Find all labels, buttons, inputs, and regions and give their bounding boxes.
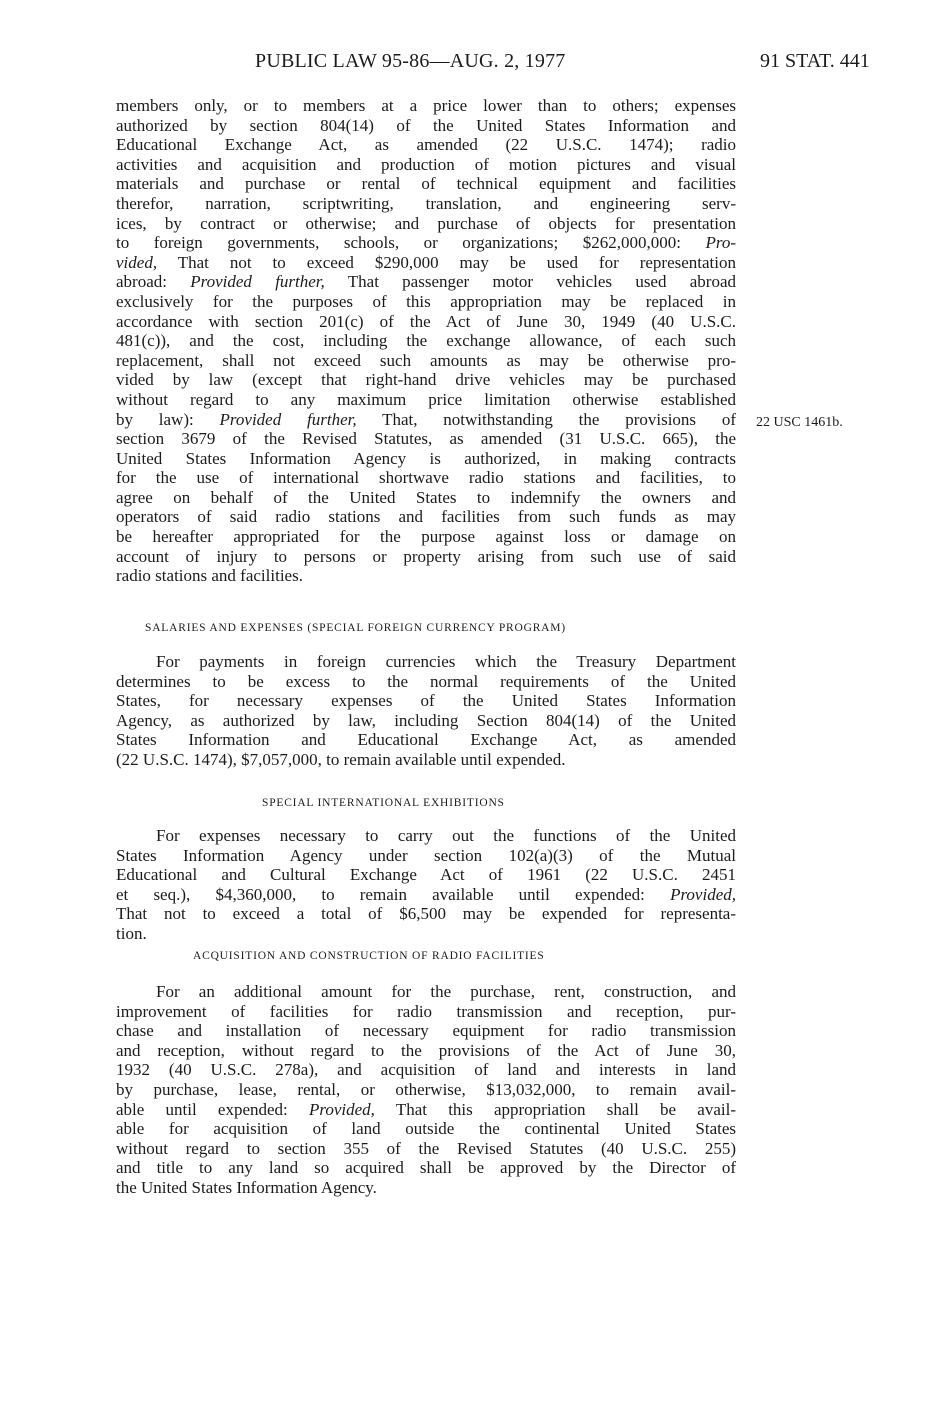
text-line: without regard to any maximum price limitation otherwise established xyxy=(116,389,736,409)
italic-run: Provided further, xyxy=(190,272,325,292)
section-heading-radio-facilities: ACQUISITION AND CONSTRUCTION OF RADIO FACILITIES xyxy=(193,950,545,962)
text-line: section 3679 of the Revised Statutes, as amended (31 U.S.C. 665), the xyxy=(116,429,736,449)
text-line: For an additional amount for the purchase, rent, construction, and xyxy=(156,982,736,1001)
paragraph-foreign-currency xyxy=(116,652,736,770)
text-run: et seq.), $4,360,000, to remain available until expended: xyxy=(116,884,645,904)
text-line: agree on behalf of the United States to indemnify the owners and xyxy=(116,487,736,507)
text-run: by law): xyxy=(116,409,194,429)
text-line: For expenses necessary to carry out the functions of the United xyxy=(156,826,736,845)
text-line: That not to exceed a total of $6,500 may be expended for representa- xyxy=(116,904,736,924)
page-header-title: PUBLIC LAW 95-86—AUG. 2, 1977 xyxy=(255,50,566,72)
text-line: (22 U.S.C. 1474), $7,057,000, to remain available until expended. xyxy=(116,749,566,769)
text-line: therefor, narration, scriptwriting, translation, and engineering serv- xyxy=(116,193,736,213)
text-line: For payments in foreign currencies which the Treasury Department xyxy=(156,652,736,671)
text-line: without regard to section 355 of the Revised Statutes (40 U.S.C. 255) xyxy=(116,1138,736,1158)
text-line: replacement, shall not exceed such amounts as may be otherwise pro- xyxy=(116,350,736,370)
text-line: chase and installation of necessary equipment for radio transmission xyxy=(116,1021,736,1041)
text-run: to foreign governments, schools, or organizations; $262,000,000: xyxy=(116,233,681,253)
text-line: vided by law (except that right-hand drive vehicles may be purchased xyxy=(116,370,736,390)
text-line: States, for necessary expenses of the United States Information xyxy=(116,691,736,711)
text-line xyxy=(116,410,736,430)
text-run: able until expended: xyxy=(116,1099,288,1119)
text-line: Educational and Cultural Exchange Act of 1961 (22 U.S.C. 2451 xyxy=(116,865,736,885)
text-run: That, notwithstanding the provisions of xyxy=(382,409,736,429)
italic-run: Pro- xyxy=(705,233,736,253)
text-run: That this appropriation shall be avail- xyxy=(395,1099,736,1119)
text-line xyxy=(116,253,736,273)
text-line: 481(c)), and the cost, including the exchange allowance, of each such xyxy=(116,331,736,351)
text-line: improvement of facilities for radio transmission and reception, pur- xyxy=(116,1001,736,1021)
text-line xyxy=(116,272,736,292)
paragraph-continuation xyxy=(116,96,736,586)
section-heading-exhibitions: SPECIAL INTERNATIONAL EXHIBITIONS xyxy=(262,797,505,809)
italic-run: vided, xyxy=(116,252,158,272)
text-line: determines to be excess to the normal requirements of the United xyxy=(116,671,736,691)
text-line: States Information Agency under section 102(a)(3) of the Mutual xyxy=(116,845,736,865)
text-run: abroad: xyxy=(116,272,167,292)
text-line: States Information and Educational Exchange Act, as amended xyxy=(116,730,736,750)
text-line: exclusively for the purposes of this appropriation may be replaced in xyxy=(116,291,736,311)
text-line xyxy=(116,233,736,253)
text-line: and title to any land so acquired shall be approved by the Director of xyxy=(116,1158,736,1178)
text-line: operators of said radio stations and facilities from such funds as may xyxy=(116,507,736,527)
text-line: authorized by section 804(14) of the United States Information and xyxy=(116,115,736,135)
text-line: for the use of international shortwave radio stations and facilities, to xyxy=(116,468,736,488)
text-line: be hereafter appropriated for the purpose against loss or damage on xyxy=(116,527,736,547)
italic-run: Provided, xyxy=(670,884,736,904)
text-line xyxy=(116,1100,736,1120)
text-line: account of injury to persons or property arising from such use of said xyxy=(116,546,736,566)
paragraph-radio-facilities xyxy=(116,982,736,1198)
text-line: members only, or to members at a price lower than to others; expenses xyxy=(116,96,736,115)
paragraph-exhibitions xyxy=(116,826,736,944)
text-line: accordance with section 201(c) of the Act of June 30, 1949 (40 U.S.C. xyxy=(116,311,736,331)
text-line xyxy=(116,885,736,905)
text-line: radio stations and facilities. xyxy=(116,566,303,586)
text-line: Educational Exchange Act, as amended (22 U.S.C. 1474); radio xyxy=(116,135,736,155)
text-line: Agency, as authorized by law, including Section 804(14) of the United xyxy=(116,710,736,730)
text-line: the United States Information Agency. xyxy=(116,1177,377,1197)
text-line: able for acquisition of land outside the continental United States xyxy=(116,1119,736,1139)
text-line: ices, by contract or otherwise; and purchase of objects for presentation xyxy=(116,213,736,233)
page-header-stat: 91 STAT. 441 xyxy=(760,50,870,72)
text-run: That passenger motor vehicles used abroad xyxy=(347,272,736,292)
text-line: United States Information Agency is authorized, in making contracts xyxy=(116,448,736,468)
text-line: tion. xyxy=(116,923,147,943)
text-line: materials and purchase or rental of technical equipment and facilities xyxy=(116,174,736,194)
margin-citation: 22 USC 1461b. xyxy=(756,415,843,430)
italic-run: Provided further, xyxy=(219,409,357,429)
section-heading-foreign-currency: SALARIES AND EXPENSES (SPECIAL FOREIGN CURRENCY PROGRAM) xyxy=(145,622,566,634)
text-run: That not to exceed $290,000 may be used for representation xyxy=(177,252,736,272)
italic-run: Provided, xyxy=(308,1099,375,1119)
text-line: activities and acquisition and production of motion pictures and visual xyxy=(116,154,736,174)
text-line: by purchase, lease, rental, or otherwise, $13,032,000, to remain avail- xyxy=(116,1079,736,1099)
text-line: 1932 (40 U.S.C. 278a), and acquisition of land and interests in land xyxy=(116,1060,736,1080)
text-line: and reception, without regard to the provisions of the Act of June 30, xyxy=(116,1040,736,1060)
